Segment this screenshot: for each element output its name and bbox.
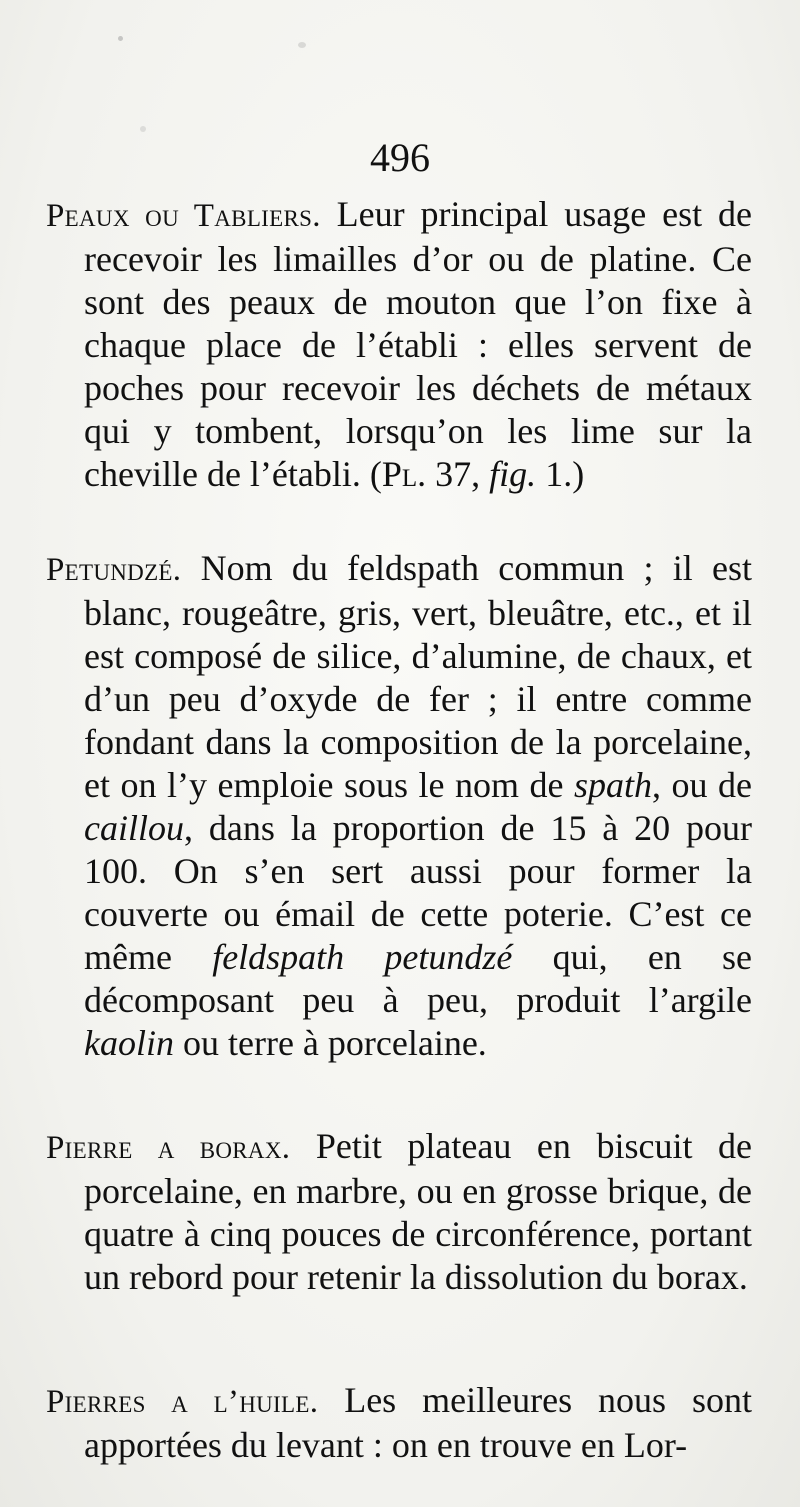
plate-reference: Pl. bbox=[381, 454, 427, 494]
italic-term: feldspath petundzé bbox=[212, 937, 513, 977]
page-number: 496 bbox=[370, 135, 430, 180]
entry-text: Les meilleures nous sont apportées du levant : on en trouve en Lor- bbox=[84, 1380, 752, 1465]
entry-paragraph bbox=[46, 193, 752, 496]
italic-term: caillou bbox=[84, 808, 184, 848]
entry-term: Pierre a borax. bbox=[46, 1130, 291, 1166]
ink-speck bbox=[298, 42, 306, 48]
entry-pierres-a-l-huile bbox=[46, 1379, 752, 1467]
entry-text: , dans la proportion de 15 à 20 pour 100. On s’en sert aussi pour former la couverte ou émail de cette poterie. C’est ce même bbox=[84, 808, 752, 977]
entry-paragraph bbox=[46, 1379, 752, 1467]
entry-text: Nom du feldspath commun ; il est blanc, rougeâtre, gris, vert, bleuâtre, etc., et il est composé de silice, d’alumine, de chaux, et d’un peu d’oxyde de fer ; il entre comme fondant dans la composition de la porcelaine, et on l’y emploie sous le nom de bbox=[84, 548, 752, 805]
entry-term: Pierres a l’huile. bbox=[46, 1384, 319, 1420]
entry-paragraph bbox=[46, 1125, 752, 1299]
entry-term: Peaux ou Tabliers. bbox=[46, 198, 321, 234]
italic-term: kaolin bbox=[84, 1023, 174, 1063]
figure-reference: fig. bbox=[489, 454, 537, 494]
entry-peaux-ou-tabliers bbox=[46, 193, 752, 496]
entry-text: qui, en se décomposant peu à peu, produit l’argile bbox=[84, 937, 752, 1020]
ink-speck bbox=[118, 36, 123, 41]
italic-term: spath bbox=[573, 765, 652, 805]
entry-petundze bbox=[46, 547, 752, 1065]
entry-text: 37, bbox=[426, 454, 490, 494]
entry-pierre-a-borax bbox=[46, 1125, 752, 1299]
entry-text: , ou de bbox=[652, 765, 752, 805]
entry-paragraph bbox=[46, 547, 752, 1065]
entry-text: Petit plateau en biscuit de porcelaine, en marbre, ou en grosse brique, de quatre à cinq pouces de circonférence, portant un rebord pour retenir la dissolution du borax. bbox=[84, 1126, 752, 1297]
entry-text: Leur principal usage est de recevoir les limailles d’or ou de platine. Ce sont des peaux de mouton que l’on fixe à chaque place de l’établi : elles servent de poches pour recevoir les déchets de métaux qui y tombent, lorsqu’on les lime sur la cheville de l’établi. ( bbox=[84, 194, 752, 494]
entry-term: Petundzé. bbox=[46, 552, 182, 588]
entry-text: 1.) bbox=[536, 454, 585, 494]
entry-text: ou terre à porcelaine. bbox=[173, 1023, 487, 1063]
ink-speck bbox=[140, 126, 146, 132]
